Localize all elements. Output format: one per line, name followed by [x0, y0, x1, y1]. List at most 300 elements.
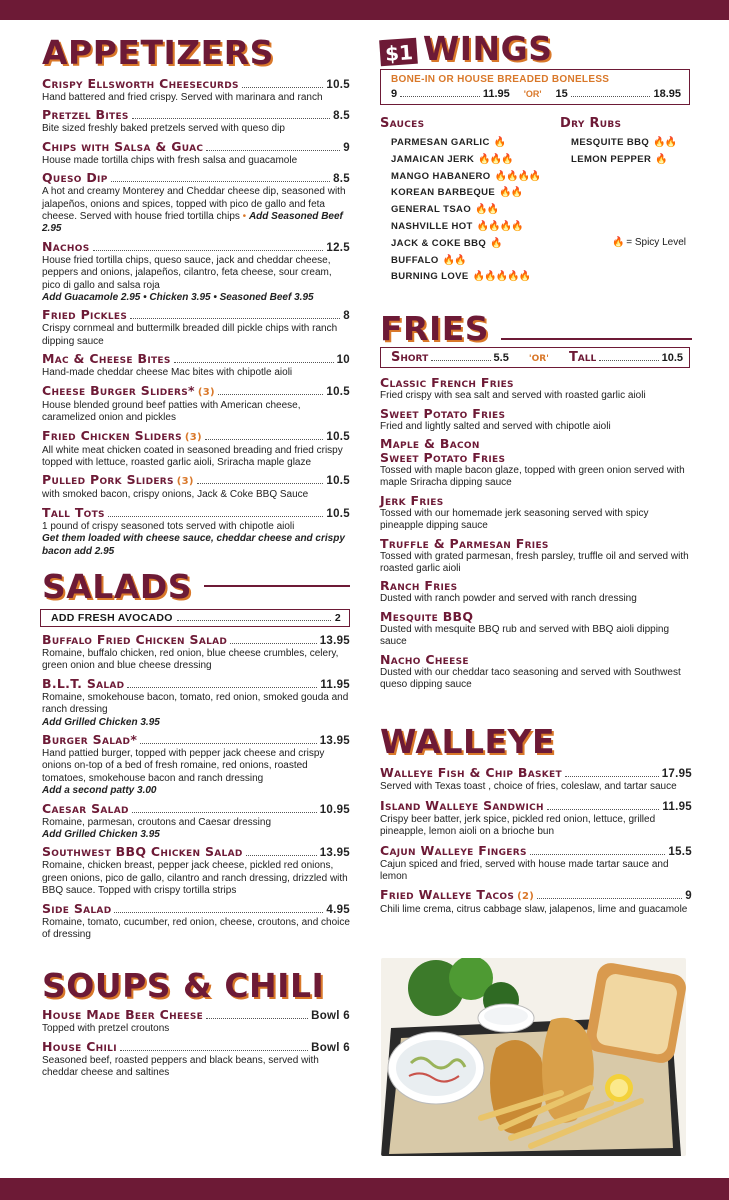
- menu-item-header: [42, 108, 350, 123]
- menu-item: [42, 1040, 350, 1080]
- menu-item-header: [380, 766, 692, 781]
- leader-dots: [120, 1050, 308, 1051]
- fries-title: FRIES: [380, 309, 490, 349]
- leader-dots: [242, 87, 324, 88]
- menu-item-price: 8.5: [333, 173, 350, 186]
- menu-item-name: Classic French Fries: [380, 375, 514, 391]
- menu-item-name: Cajun Walleye Fingers: [380, 842, 527, 858]
- menu-item-description: [42, 692, 350, 717]
- fries-list: [380, 376, 692, 691]
- flavor-item: [391, 135, 560, 152]
- wings-flavors: [380, 117, 692, 286]
- menu-item-header: [42, 802, 350, 817]
- fries-size-box: [380, 347, 690, 368]
- menu-item-description-text: Served with Texas toast , choice of fries, coleslaw, and tartar sauce: [380, 781, 677, 793]
- spicy-flame-icon: 🔥: [655, 153, 667, 165]
- menu-item-description-text: 1 pound of crispy seasoned tots served with chipotle aioli: [42, 520, 295, 532]
- fries-title-rule: [501, 338, 692, 340]
- menu-item-description: [380, 624, 692, 649]
- wings-subtitle: BONE-IN OR HOUSE BREADED BONELESS: [391, 74, 610, 85]
- leader-dots: [108, 516, 324, 517]
- menu-item-header: [42, 429, 350, 445]
- spicy-flame-icon: 🔥🔥🔥: [478, 153, 513, 165]
- menu-item-description: [42, 400, 350, 425]
- menu-item-name: Southwest BBQ Chicken Salad: [42, 844, 243, 860]
- menu-item-name: Fried Pickles: [42, 307, 128, 323]
- flavor-name: BURNING LOVE: [391, 271, 469, 283]
- flavor-item: [391, 185, 560, 202]
- avocado-addon-price: 2: [334, 611, 341, 624]
- menu-item-name-line2: Sweet Potato Fries: [380, 449, 506, 465]
- menu-item-header: [42, 77, 350, 92]
- flavor-item: [391, 236, 560, 253]
- menu-item-header: [42, 473, 350, 489]
- appetizers-list: [42, 77, 350, 558]
- menu-item-count: (3): [197, 386, 215, 398]
- leader-dots: [132, 812, 317, 813]
- menu-item-description-text: Topped with pretzel croutons: [42, 1023, 170, 1035]
- menu-item-header: [42, 733, 350, 748]
- leader-dots: [114, 912, 323, 913]
- leader-dots: [130, 318, 340, 319]
- menu-item-description-text: Dusted with our cheddar taco seasoning and served with Southwest queso dipping sauce: [380, 666, 681, 691]
- appetizers-title: APPETIZERS: [42, 33, 274, 72]
- salads-section: [42, 566, 350, 942]
- fries-short-label: Short: [391, 350, 429, 366]
- menu-item-description: [380, 781, 692, 793]
- top-band: [0, 0, 729, 20]
- flavor-name: GENERAL TSAO: [391, 204, 472, 216]
- menu-item-description-text: A hot and creamy Monterey and Cheddar cheese dip, seasoned with jalapeños, onions and spices, topped with pico de gallo and feta cheese. Served with house fried tortilla chips: [42, 186, 346, 223]
- menu-item-description-text: Crispy cornmeal and buttermilk breaded dill pickle chips with ranch dipping sauce: [42, 323, 338, 347]
- menu-item-description: [42, 445, 350, 470]
- leader-dots: [530, 854, 666, 855]
- menu-item: [380, 766, 692, 793]
- leader-dots: [197, 483, 324, 484]
- spicy-flame-icon: 🔥🔥🔥🔥🔥: [472, 271, 530, 283]
- menu-item-description-text: Crispy beer batter, jerk spice, pickled red onion, lettuce, grilled pineapple, lemon aioli on a brioche bun: [380, 813, 656, 838]
- soups-section: [42, 966, 350, 1079]
- menu-item-name: Buffalo Fried Chicken Salad: [42, 631, 228, 647]
- menu-item-price: 10.95: [319, 803, 350, 816]
- menu-item-price: 11.95: [320, 678, 350, 691]
- menu-item-header: [380, 494, 692, 508]
- leader-dots: [537, 898, 682, 899]
- menu-item-count: (3): [176, 476, 194, 488]
- leader-dots: [230, 643, 317, 644]
- leader-dots: [132, 118, 330, 119]
- menu-item: [42, 429, 350, 470]
- flavor-name: NASHVILLE HOT: [391, 220, 473, 232]
- walleye-section: [380, 722, 692, 916]
- menu-item: [42, 1008, 350, 1035]
- menu-item-description: [42, 817, 350, 829]
- flavor-name: BUFFALO: [391, 254, 439, 266]
- menu-item-description: [380, 465, 692, 490]
- menu-item: [380, 844, 692, 884]
- menu-item-header: [42, 240, 350, 255]
- menu-item: [42, 802, 350, 842]
- menu-item: [380, 437, 692, 490]
- menu-item-addon: Add Grilled Chicken 3.95: [42, 716, 160, 728]
- menu-item-name: Mac & Cheese Bites: [42, 351, 171, 367]
- menu-item-description-text: Hand battered and fried crispy. Served with marinara and ranch: [42, 92, 323, 103]
- flavor-name: JAMAICAN JERK: [391, 153, 475, 165]
- menu-item-price: 12.5: [326, 241, 350, 254]
- menu-item: [42, 902, 350, 942]
- menu-item-addon: Add Guacamole 2.95 • Chicken 3.95 • Seasoned Beef 3.95: [42, 292, 314, 304]
- wings-price-box: [380, 69, 690, 105]
- walleye-title: WALLEYE: [380, 722, 555, 762]
- menu-item-description: [380, 421, 692, 433]
- menu-item-header: [380, 888, 692, 904]
- spicy-legend-text: = Spicy Level: [626, 236, 686, 248]
- flavor-name: LEMON PEPPER: [571, 153, 652, 165]
- menu-item: [380, 494, 692, 533]
- menu-item: [42, 633, 350, 673]
- menu-item-name: Truffle & Parmesan Fries: [380, 535, 549, 551]
- menu-item: [42, 140, 350, 167]
- fish-and-chips-illustration: [381, 958, 686, 1156]
- sauces-column: [380, 117, 560, 286]
- menu-item-description-text: Dusted with ranch powder and served with ranch dressing: [380, 593, 637, 605]
- menu-item-description: [380, 859, 692, 884]
- spicy-legend-flame-icon: 🔥: [612, 236, 624, 248]
- menu-item-description-text: Romaine, buffalo chicken, red onion, blue cheese crumbles, celery, green onion and blue cheese dressing: [42, 647, 339, 672]
- menu-item-name: Cheese Burger Sliders*: [42, 382, 195, 398]
- menu-item-description-text: Romaine, tomato, cucumber, red onion, cheese, croutons, and choice of dressing: [42, 916, 350, 941]
- menu-item-description-text: Bite sized freshly baked pretzels served with queso dip: [42, 123, 285, 135]
- menu-item-description: [42, 489, 350, 501]
- menu-item-name: Nacho Cheese: [380, 651, 469, 667]
- menu-item-description-text: Cajun spiced and fried, served with house made tartar sauce and lemon: [380, 858, 669, 883]
- menu-item-description-text: Tossed with our homemade jerk seasoning served with spicy pineapple dipping sauce: [380, 507, 649, 532]
- menu-item-addon: Add Seasoned Beef 2.95: [42, 211, 343, 235]
- menu-item-description-text: Hand-made cheddar cheese Mac bites with chipotle aioli: [42, 367, 293, 379]
- menu-item: [380, 537, 692, 576]
- menu-item-description-text: Dusted with mesquite BBQ rub and served with BBQ aioli dipping sauce: [380, 623, 670, 648]
- menu-item-price: 10.5: [326, 385, 350, 398]
- menu-item-price: 13.95: [319, 847, 350, 860]
- menu-item-description-text: Tossed with maple bacon glaze, topped with green onion served with maple Sriracha dipping sauce: [380, 464, 685, 489]
- menu-item-header: [380, 579, 692, 593]
- menu-item: [42, 308, 350, 348]
- menu-item-price: 8.5: [333, 110, 350, 123]
- menu-item-price: Bowl 6: [311, 1010, 350, 1023]
- wings-section: [380, 29, 692, 286]
- menu-item: [380, 376, 692, 402]
- menu-item-description-text: Chili lime crema, citrus cabbage slaw, jalapenos, lime and guacamole: [380, 904, 688, 916]
- menu-item-description: [380, 593, 692, 605]
- menu-item-name: Side Salad: [42, 900, 112, 916]
- menu-item-header: [380, 437, 692, 451]
- menu-item-name: Caesar Salad: [42, 800, 129, 816]
- avocado-dots: [177, 620, 331, 621]
- flavor-item: [391, 269, 560, 286]
- menu-item-price: 10.5: [326, 475, 350, 488]
- menu-item-price: Bowl 6: [311, 1041, 350, 1054]
- menu-item-header: [380, 407, 692, 421]
- menu-item-price: 13.95: [319, 634, 350, 647]
- menu-item-description: [42, 648, 350, 673]
- menu-item-name: Ranch Fries: [380, 578, 458, 594]
- menu-item-header: [42, 1040, 350, 1055]
- menu-item-name: Queso Dip: [42, 170, 108, 186]
- menu-item: [380, 799, 692, 839]
- flavor-item: [391, 219, 560, 236]
- menu-item: [42, 352, 350, 379]
- leader-dots: [205, 439, 324, 440]
- wings-dots-1: [400, 96, 480, 97]
- menu-item-price: 17.95: [661, 768, 692, 781]
- menu-item-price: 8: [343, 310, 350, 323]
- menu-item-price: 9: [685, 890, 692, 903]
- menu-item-description: [42, 748, 350, 785]
- menu-item-description-text: Romaine, chicken breast, pepper jack cheese, pickled red onions, green onions, pico de gallo, cilantro and ranch dressing, drizzled with BBQ sauce. Topped with crispy tortilla strips: [42, 860, 348, 897]
- dry-rubs-column: [560, 117, 692, 286]
- menu-item-header: [380, 799, 692, 814]
- menu-item-price: 10.5: [326, 507, 350, 520]
- menu-item-header: [42, 902, 350, 917]
- wings-qty-large: 15: [555, 88, 568, 100]
- menu-item-count: (3): [184, 431, 202, 443]
- salads-list: [42, 633, 350, 942]
- spicy-flame-icon: 🔥: [493, 137, 506, 148]
- leader-dots: [218, 394, 324, 395]
- menu-item-name: B.L.T. Salad: [42, 675, 125, 691]
- menu-item-name: Maple & Bacon: [380, 435, 480, 451]
- sauces-heading: Sauces: [380, 116, 425, 131]
- leader-dots: [140, 743, 317, 744]
- spicy-legend: [612, 237, 692, 248]
- soups-title: SOUPS & CHILI: [42, 966, 325, 1006]
- bullet-separator: •: [239, 211, 249, 223]
- menu-item-description: [42, 917, 350, 942]
- menu-item-header: [42, 677, 350, 692]
- right-column: [380, 29, 692, 922]
- menu-item: [42, 108, 350, 135]
- menu-item-name: Sweet Potato Fries: [380, 405, 506, 421]
- menu-item-name: Pulled Pork Sliders: [42, 472, 174, 488]
- fish-and-chips-photo: [381, 958, 686, 1156]
- wings-dots-2: [571, 96, 651, 97]
- menu-item-name: Mesquite BBQ: [380, 608, 474, 624]
- flavor-name: MESQUITE BBQ: [571, 137, 650, 148]
- menu-item-description-text: House fried tortilla chips, queso sauce, jack and cheddar cheese, peppers and onions, jalapeños, cilantro, feta cheese, sour cream, pico di gallo and salsa roja: [42, 254, 332, 291]
- leader-dots: [93, 250, 324, 251]
- leader-dots: [206, 150, 340, 151]
- menu-item-description: [42, 155, 350, 167]
- menu-item: [42, 733, 350, 798]
- menu-item-addon: Add Grilled Chicken 3.95: [42, 829, 160, 840]
- menu-item-header: [42, 1008, 350, 1023]
- wings-price-badge: $1: [379, 38, 418, 67]
- menu-item-name: Chips with Salsa & Guac: [42, 138, 204, 154]
- fries-short-price: 5.5: [493, 352, 509, 365]
- menu-item-description-text: with smoked bacon, crispy onions, Jack & Coke BBQ Sauce: [42, 489, 309, 501]
- wings-title: WINGS: [422, 29, 553, 68]
- wings-price-large: 18.95: [653, 88, 682, 100]
- menu-item-price: 13.95: [319, 734, 350, 747]
- menu-item: [380, 610, 692, 649]
- menu-item: [42, 77, 350, 104]
- flavor-item: [391, 253, 560, 270]
- menu-item-header: [380, 844, 692, 859]
- spicy-flame-icon: 🔥🔥: [499, 187, 523, 199]
- salads-title: SALADS: [42, 566, 193, 606]
- menu-item: [380, 653, 692, 692]
- flavor-item: [391, 202, 560, 219]
- leader-dots: [547, 809, 659, 810]
- dry-rubs-list: [560, 135, 692, 169]
- menu-item-price: 11.95: [662, 800, 692, 813]
- soups-list: [42, 1008, 350, 1079]
- fries-section: [380, 309, 692, 691]
- menu-item-header: [42, 308, 350, 323]
- menu-item-header: [42, 845, 350, 860]
- menu-item-description-text: Romaine, smokehouse bacon, tomato, red onion, smoked gouda and ranch dressing: [42, 691, 349, 716]
- menu-item-header: [42, 171, 350, 186]
- bottom-band: [0, 1178, 729, 1200]
- menu-item-addon: Add a second patty 3.00: [42, 785, 157, 797]
- menu-item-description: [42, 92, 350, 104]
- leader-dots: [174, 362, 334, 363]
- leader-dots: [206, 1018, 308, 1019]
- menu-item-description: [380, 508, 692, 533]
- menu-item-name: House Made Beer Cheese: [42, 1007, 204, 1023]
- flavor-item: [391, 169, 560, 186]
- wings-price-small: 11.95: [482, 88, 510, 100]
- menu-item-header: [380, 537, 692, 551]
- leader-dots: [246, 855, 317, 856]
- menu-item-description-text: House blended ground beef patties with American cheese, caramelized onion and pickles: [42, 399, 301, 424]
- menu-item: [42, 506, 350, 558]
- menu-item-description-text: All white meat chicken coated in seasoned breading and fried crispy topped with lettuce, roasted garlic aioli, Sriracha maple glaze: [42, 444, 343, 468]
- flavor-name: KOREAN BARBEQUE: [391, 187, 496, 199]
- flavor-item: [391, 152, 560, 169]
- menu-item-description: [42, 521, 350, 533]
- menu-item-price: 15.5: [668, 845, 692, 858]
- menu-item-description: [42, 860, 350, 897]
- menu-item-description: [42, 1055, 350, 1080]
- spicy-flame-icon: 🔥🔥: [653, 137, 677, 148]
- menu-item: [380, 407, 692, 433]
- menu-item-name: Fried Chicken Sliders: [42, 427, 182, 443]
- menu-item-price: 4.95: [326, 903, 350, 916]
- menu-item-name: Island Walleye Sandwich: [380, 797, 544, 813]
- menu-item: [42, 171, 350, 236]
- fries-tall-label: Tall: [568, 350, 597, 366]
- spicy-flame-icon: 🔥🔥: [442, 254, 466, 266]
- flavor-item: [571, 135, 692, 152]
- menu-item-header: [380, 653, 692, 667]
- wings-qty-small: 9: [391, 88, 398, 100]
- flavor-name: MANGO HABANERO: [391, 170, 491, 182]
- menu-item-description: [380, 390, 692, 402]
- menu-item-header: [380, 376, 692, 390]
- avocado-addon-box: [40, 609, 350, 627]
- leader-dots: [565, 776, 659, 777]
- flavor-name: PARMESAN GARLIC: [391, 137, 490, 148]
- salads-title-rule: [204, 585, 350, 587]
- menu-item-name: Jerk Fries: [380, 492, 444, 508]
- fries-tall-dots: [599, 360, 658, 361]
- menu-item-header: [42, 140, 350, 155]
- menu-item-description-text: Hand pattied burger, topped with pepper jack cheese and crispy onions on-top of a bed of fresh romaine, red onions, roasted tomatoes, smokehouse bacon and ranch dressing: [42, 747, 325, 784]
- dry-rubs-heading: Dry Rubs: [560, 116, 622, 131]
- menu-item: [42, 677, 350, 729]
- menu-item: [42, 384, 350, 425]
- wings-or: 'OR': [523, 89, 542, 99]
- fries-tall-price: 10.5: [661, 352, 683, 365]
- menu-item-header-line2: [380, 451, 692, 465]
- menu-item-description: [42, 123, 350, 135]
- menu-item-description-text: Seasoned beef, roasted peppers and black beans, served with cheddar cheese and saltines: [42, 1054, 319, 1079]
- spicy-flame-icon: 🔥🔥🔥🔥: [494, 170, 541, 182]
- leader-dots: [111, 181, 331, 182]
- menu-item-description: [42, 1023, 350, 1035]
- menu-item-description: [42, 255, 350, 292]
- menu-item: [42, 473, 350, 501]
- menu-item-description: [380, 551, 692, 576]
- fries-or: 'OR': [528, 354, 549, 365]
- menu-item-name: Nachos: [42, 238, 90, 254]
- avocado-addon-label: ADD FRESH AVOCADO: [51, 611, 173, 624]
- menu-item-name: Pretzel Bites: [42, 107, 129, 123]
- menu-item-price: 10.5: [326, 79, 350, 91]
- menu-item: [42, 845, 350, 897]
- menu-item-description: [42, 186, 350, 236]
- sauces-list: [380, 135, 560, 286]
- menu-item-addon: Get them loaded with cheese sauce, cheddar cheese and crispy bacon add 2.95: [42, 533, 345, 557]
- menu-item-description-text: Fried and lightly salted and served with chipotle aioli: [380, 420, 611, 432]
- menu-item-price: 9: [343, 141, 350, 154]
- menu-item: [380, 888, 692, 916]
- menu-item-name: Walleye Fish & Chip Basket: [380, 765, 562, 781]
- menu-item-description: [380, 667, 692, 692]
- menu-item-header: [380, 610, 692, 624]
- menu-item-description: [42, 323, 350, 348]
- menu-item-price: 10: [336, 354, 350, 367]
- leader-dots: [127, 687, 317, 688]
- menu-item-description-text: House made tortilla chips with fresh salsa and guacamole: [42, 154, 298, 166]
- left-column: [42, 33, 350, 1084]
- flavor-name: JACK & COKE BBQ: [391, 237, 487, 249]
- menu-item-name: House Chili: [42, 1038, 117, 1054]
- menu-item-description: [380, 814, 692, 839]
- menu-item-name: Burger Salad*: [42, 731, 138, 747]
- menu-item-header: [42, 633, 350, 648]
- walleye-list: [380, 766, 692, 916]
- menu-item-header: [42, 506, 350, 521]
- spicy-flame-icon: 🔥: [490, 237, 502, 249]
- spicy-flame-icon: 🔥🔥: [475, 204, 499, 216]
- spicy-flame-icon: 🔥🔥🔥🔥: [476, 220, 523, 232]
- menu-item-description-text: Romaine, parmesan, croutons and Caesar dressing: [42, 816, 272, 828]
- menu-item-description: [380, 904, 692, 916]
- menu-item-header: [42, 384, 350, 400]
- menu-item-description: [42, 367, 350, 379]
- menu-item-name: Tall Tots: [42, 504, 105, 520]
- menu-item-name: Crispy Ellsworth Cheesecurds: [42, 76, 239, 91]
- menu-item-description-text: Tossed with grated parmesan, fresh parsley, truffle oil and served with roasted garlic aioli: [380, 550, 689, 575]
- menu-item-count: (2): [517, 891, 535, 903]
- menu-item: [380, 579, 692, 605]
- menu-item: [42, 240, 350, 305]
- menu-item-price: 10.5: [326, 430, 350, 443]
- menu-item-description-text: Fried crispy with sea salt and served with roasted garlic aioli: [380, 390, 646, 402]
- appetizers-section: [42, 33, 350, 558]
